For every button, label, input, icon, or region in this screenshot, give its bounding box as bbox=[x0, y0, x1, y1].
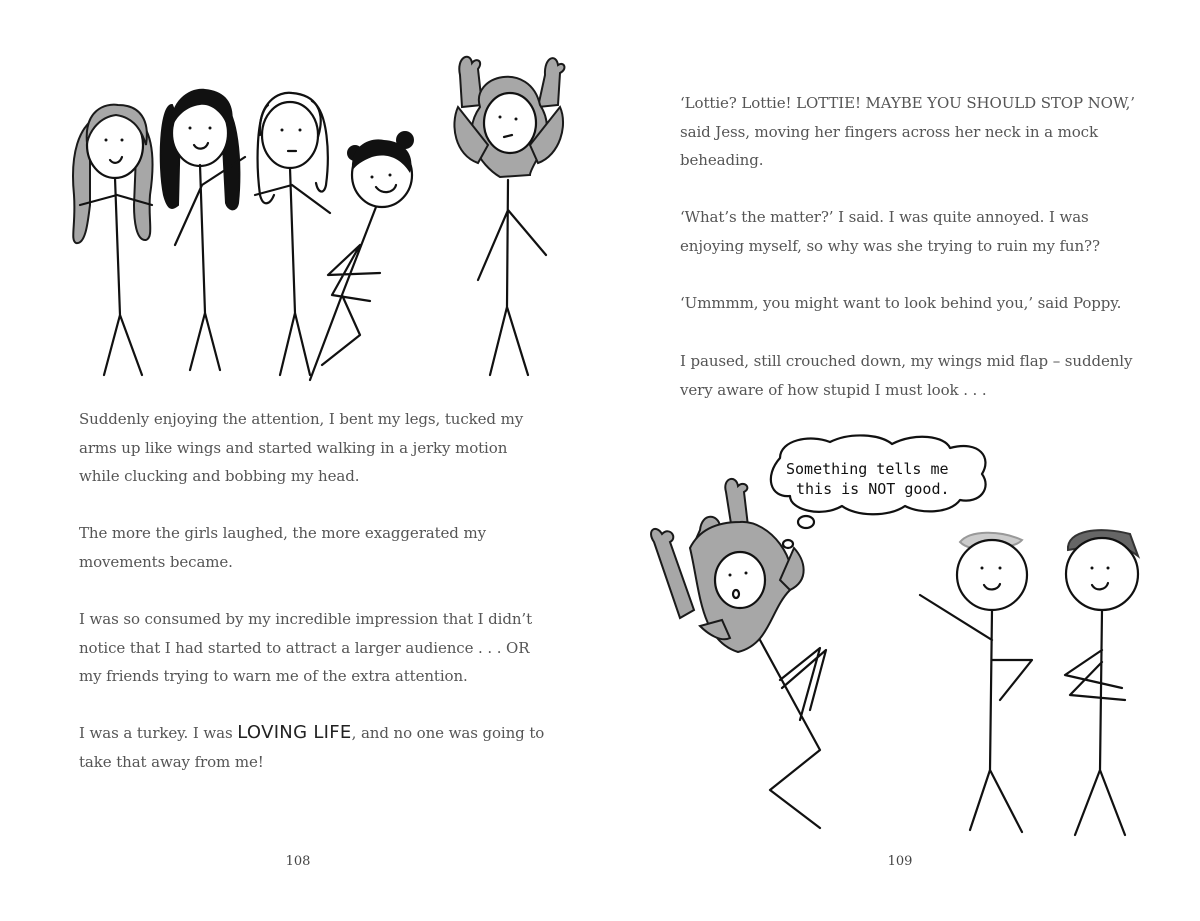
page-number-right: 109 bbox=[887, 854, 913, 869]
illustration-girls-and-turkey bbox=[60, 45, 560, 385]
paragraph-3: I was so consumed by my incredible impression that I didn’t notice that I had started to attract a larger audience . . . OR my friends trying to warn me of the extra attention. bbox=[79, 610, 533, 685]
paragraph-4: I was a turkey. I was LOVING LIFE, and no one was going to take that away from me! bbox=[79, 722, 545, 771]
speech-bubble-line-2: this is NOT good. bbox=[796, 480, 950, 498]
loving-life-emphasis: LOVING LIFE bbox=[237, 722, 352, 743]
paragraph-7: ‘Ummmm, you might want to look behind you,’ said Poppy. bbox=[680, 294, 1122, 312]
page-number-left: 108 bbox=[285, 854, 311, 869]
paragraph-2: The more the girls laughed, the more exaggerated my movements became. bbox=[79, 524, 486, 571]
illustration-turkey-and-boys bbox=[630, 430, 1150, 840]
paragraph-5: ‘Lottie? Lottie! LOTTIE! MAYBE YOU SHOULD STOP NOW,’ said Jess, moving her fingers across her neck in a mock beheading. bbox=[680, 94, 1135, 169]
speech-bubble-line-1: Something tells me bbox=[786, 460, 949, 478]
paragraph-1: Suddenly enjoying the attention, I bent my legs, tucked my arms up like wings and started walking in a jerky motion while clucking and bobbing my head. bbox=[79, 410, 524, 485]
paragraph-6: ‘What’s the matter?’ I said. I was quite annoyed. I was enjoying myself, so why was she trying to ruin my fun?? bbox=[680, 208, 1100, 255]
right-page bbox=[600, 0, 1200, 921]
paragraph-8: I paused, still crouched down, my wings mid flap – suddenly very aware of how stupid I must look . . . bbox=[680, 352, 1133, 399]
